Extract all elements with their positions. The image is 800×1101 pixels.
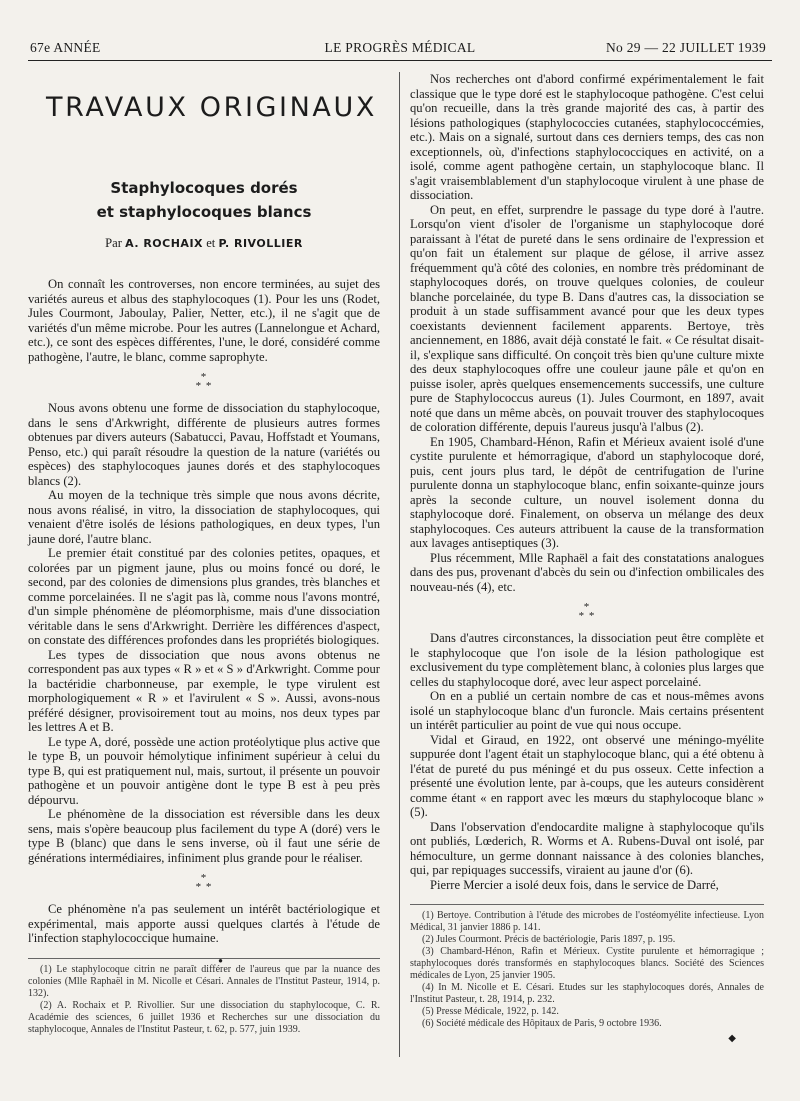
paragraph: Le premier était constitué par des colonies petites, opaques, et colorées par un pigment jaune, plus ou moins foncé ou doré, le second, par des colonies de dimensions plus grandes, très blanches et comme porcelainées. Il ne s'agit pas là, comme nous l'avons montré, d'un simple phénomène de pléomorphisme, mais d'une dissociation véritable dans le sens d'Arkwright. Derrière les différences d'aspect, on constate des différences profondes dans les propriétés biologiques. [28,546,380,647]
paragraph: Dans d'autres circonstances, la dissociation peut être complète et le staphylocoque que l'on isole de la lésion pathologique est exclusivement du type complètement blanc, à colonies plus larges que celles du staphylocoque doré, avec leur aspect porcelainé. [410,631,764,689]
paragraph: Dans l'observation d'endocardite maligne à staphylocoque qu'ils ont publiés, Lœderich, R. Worms et A. Rubens-Duval ont isolé, par hémoculture, un germe donnant naissance à des colonies blanches, qui, par repiquages successifs, viraient au jaune d'or (6). [410,819,764,877]
byline-et: et [206,235,216,250]
footnotes-right [410,910,764,1030]
column-divider [399,72,400,1057]
paragraph: Nous avons obtenu une forme de dissociation du staphylocoque, dans le sens d'Arkwright, différente de plusieurs autres formes obtenues par divers auteurs (Sabatucci, Pavau, Hoffstadt et Youmans, Penso, etc.) qui paraît résoudre la question de la nature (variétés ou espèces) des staphylocoques jaunes dorés et des staphylocoques blancs (2). [28,401,380,488]
article-title [28,176,380,224]
paragraph: On en a publié un certain nombre de cas et nous-mêmes avons isolé un staphylocoque blanc d'un furoncle. Mais certains présentent un intérêt particulier au point de vue qui nous occupe. [410,689,764,732]
paragraph: Ce phénomène n'a pas seulement un intérêt bactériologique et expérimental, mais apporte aussi quelques clartés à l'étude de l'infection staphylococcique humaine. [28,902,380,945]
section-title: TRAVAUX ORIGINAUX [46,92,377,123]
paragraph: Le type A, doré, possède une action protéolytique plus active que le type B, un pouvoir hémolytique infiniment supérieur à celui du type B, qui est pratiquement nul, mais, surtout, il présente un pouvoir pathogène et un pouvoir antigène dont le type B est à peu près dépourvu. [28,734,380,807]
left-column [28,72,380,1036]
footnote: (5) Presse Médicale, 1922, p. 142. [422,1006,559,1017]
footnote: (2) Jules Courmont. Précis de bactériologie, Paris 1897, p. 195. [422,934,676,945]
paragraph: Pierre Mercier a isolé deux fois, dans le service de Darré, [430,877,719,892]
footnote: (3) Chambard-Hénon, Rafin et Mérieux. Cystite purulente et hémorragique ; staphylocoques dorés transformés en staphylocoques blancs. Société des Sciences médicales de Lyon, 25 janvier 1905. [410,946,764,981]
footnote: (1) Bertoye. Contribution à l'étude des microbes de l'ostéomyélite infectieuse. Lyon Médical, 31 janvier 1886 p. 141. [410,910,764,933]
separator-stars: * * * [195,872,213,893]
journal-title: LE PROGRÈS MÉDICAL [324,40,476,55]
author-2: P. RIVOLLIER [218,236,303,250]
right-column [410,72,764,1047]
footnote-rule [410,904,764,905]
paragraph: Le phénomène de la dissociation est réversible dans les deux sens, mais s'opère beaucoup plus facilement du type A (doré) vers le type B (blanc) que dans le sens inverse, où il faut une série de générations intermédiaires, infiniment plus grande pour le réaliser. [28,807,380,865]
issue-date: No 29 — 22 JUILLET 1939 [605,40,766,55]
page-header [28,40,772,61]
byline-par: Par [105,235,122,250]
paragraph: Plus récemment, Mlle Raphaël a fait des constatations analogues dans des pus, provenant d'abcès du sein ou d'infection ombilicales des nouveau-nés (4), etc. [410,550,764,594]
end-diamond-icon: ◆ [728,1033,736,1044]
footnote: (6) Société médicale des Hôpitaux de Paris, 9 octobre 1936. [422,1018,662,1029]
paragraph: Les types de dissociation que nous avons obtenus ne correspondent pas aux types « R » et « S » d'Arkwright. Comme pour la bactéridie charbonneuse, par exemple, le type virulent est morphologiquement « R » et l'avirulent « S ». Aussi, avons-nous préféré désigner, provisoirement tout au moins, nos deux types par les lettres A et B. [28,647,380,734]
footnote: (2) A. Rochaix et P. Rivollier. Sur une dissociation du staphylocoque, C. R. Académie des sciences, 6 juillet 1936 et Recherches sur une dissociation du staphylocoque, Annales de l'Institut Pasteur, t. 62, p. 577, juin 1939. [28,999,380,1035]
paragraph: Nos recherches ont d'abord confirmé expérimentalement le fait classique que le type doré est le staphylocoque pathogène. C'est celui qu'on recueille, dans la très grande majorité des cas, à partir des lésions pathologiques (staphylococcies cutanées, staphylococcémies, etc.). Mais on a signalé, surtout dans ces derniers temps, des cas non exceptionnels, où, d'infections staphylococciques en activité, on a isolé, comme agent pathogène certain, un staphylocoque blanc. Il s'agit vraisemblablement d'un staphylocoque virulent à une phase de dissociation. [410,72,764,202]
paragraph-intro: On connaît les controverses, non encore terminées, au sujet des variétés aureus et albus des staphylocoques (1). Pour les uns (Rodet, Jules Courmont, Jaboulay, Palier, Netter, etc.), il ne s'agit que de variétés d'un même microbe. Pour les autres (Lannelongue et Achard, etc.), ce sont des espèces différentes, l'une, le doré, considéré comme pathogène, l'autre, le blanc, comme saprophyte. [28,277,380,364]
footnote-rule: ● [28,958,380,959]
separator-stars: * * * [578,601,596,622]
footnote: (4) In M. Nicolle et E. Césari. Etudes sur les staphylocoques dorés, Annales de l'Institut Pasteur, t. 28, 1914, p. 232. [410,982,764,1005]
byline [28,236,380,252]
article-title-line-2: et staphylocoques blancs [96,202,312,221]
paragraph: En 1905, Chambard-Hénon, Rafin et Mérieux avaient isolé d'une cystite purulente et hémorragique, d'abord un staphylocoque doré, puis, cent jours plus tard, le dépôt de centrifugation de l'urine purulente donna un staphylocoque blanc, enfin soixante-quinze jours après la seconde culture, un nouvel isolement donna du staphylocoque doré. Finalement, on observa un mélange des deux staphylocoques. Ces auteurs attribuent la cause de la transformation aux lavages antiseptiques (3). [410,434,764,550]
paragraph: On peut, en effet, surprendre le passage du type doré à l'autre. Lorsqu'on vient d'isoler de l'organisme un staphylocoque doré paraissant à l'état de pureté dans le sens ordinaire de l'expression et qu'on fait un étalement sur plaque de gélose, il arrive assez fréquemment qu'à côté des colonies, en nombre très prédominant de staphylocoques dorés, on trouve quelques colonies, de couleur blanche porcelainée, du type B. Dans d'autres cas, la dissociation se produit à un stade suffisamment avancé pour que les deux types coexistants deviennent facilement apparents. Bertoye, très anciennement, en 1886, avait déjà constaté le fait. « Ce résultat disait-il, s'explique sans difficulté. On conçoit très bien qu'une culture mixte des deux staphylocoques offre une couleur jaune pâle et qu'on en puisse isoler, après quelques ensemencements successifs, une culture pure de Staphylococcus aureus (1). Jules Courmont, en 1897, avait noté que dans un même abcès, on pouvait trouver des staphylocoques de coloration différente, depuis l'aureus jusqu'à l'albus (2). [410,202,764,434]
separator-stars: * * * [195,371,213,392]
footnote: (1) Le staphylocoque citrin ne paraît différer de l'aureus que par la nuance des colonies (Mlle Raphaël in M. Nicolle et Césari. Annales de l'Institut Pasteur, 1914, p. 132). [28,963,380,999]
author-1: A. ROCHAIX [125,236,204,250]
volume-year: 67e ANNÉE [30,40,101,55]
footnotes-left [28,964,380,1036]
paragraph: Au moyen de la technique très simple que nous avons décrite, nous avons réalisé, in vitro, la dissociation de staphylocoques, qui venaient d'être isolés de lésions pathologiques, en deux types, l'un jaune doré, l'autre blanc. [28,488,380,546]
paragraph: Vidal et Giraud, en 1922, ont observé une méningo-myélite suppurée dont l'agent était un staphylocoque blanc, qui a été obtenu à l'état de pureté du pus méningé et du pus osseux. Cette infection a présenté une évolution lente, par à-coups, que les auteurs considèrent comme étant « en rapport avec les mœurs du staphylocoque blanc » (5). [410,732,764,819]
article-title-line-1: Staphylocoques dorés [110,178,298,197]
